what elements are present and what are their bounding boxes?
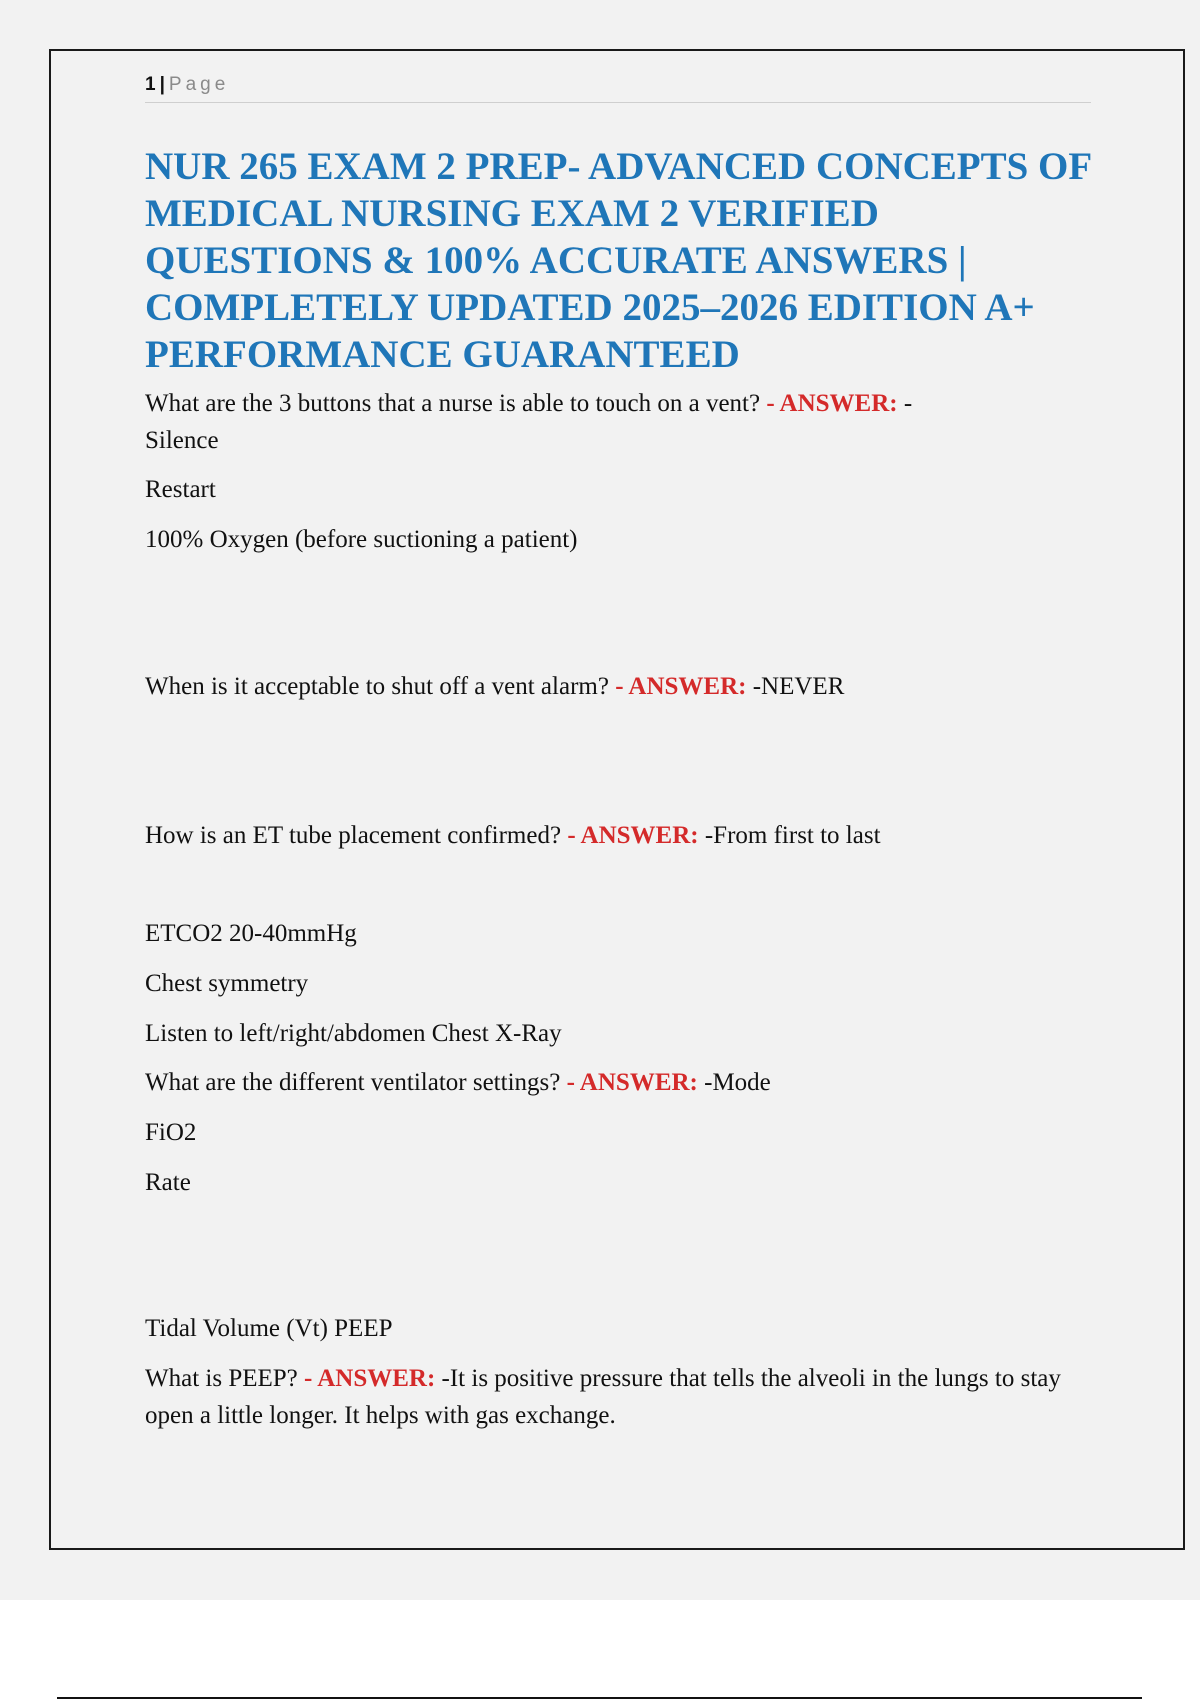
footer-divider [57, 1697, 1142, 1699]
question-text: How is an ET tube placement confirmed? [145, 822, 568, 849]
answer-text: Silence [145, 427, 219, 454]
answer-line: Restart [145, 476, 216, 503]
answer-marker: - ANSWER: [304, 1365, 436, 1392]
question-text: What are the 3 buttons that a nurse is able to touch on a vent? [145, 390, 767, 417]
answer-line: Listen to left/right/abdomen Chest X-Ray [145, 1020, 562, 1047]
document-title: NUR 265 EXAM 2 PREP- ADVANCED CONCEPTS OF MEDICAL NURSING EXAM 2 VERIFIED QUESTIONS & 100% ACCURATE ANSWERS | COMPLETELY UPDATED 2025–2026 EDITION A+ PERFORMANCE GUARANTEED [145, 145, 1091, 376]
answer-marker: - ANSWER: [766, 390, 898, 417]
answer-text: -NEVER [746, 673, 845, 700]
question-text: What are the different ventilator settings? [145, 1069, 567, 1096]
answer-line: Tidal Volume (Vt) PEEP [145, 1315, 393, 1342]
answer-marker: - ANSWER: [566, 1069, 698, 1096]
answer-line: ETCO2 20-40mmHg [145, 920, 357, 947]
page-label: Page [168, 74, 230, 95]
qa-question-3 [145, 817, 1075, 854]
answer-text: -It is positive pressure that tells the alveoli in the lungs to stay open a little longer. It helps with gas exchange. [145, 1365, 1061, 1429]
qa-question-5 [145, 1360, 1075, 1434]
answer-line: Chest symmetry [145, 970, 309, 997]
answer-line: FiO2 [145, 1119, 197, 1146]
page-header [145, 71, 1091, 103]
answer-text: -Mode [697, 1069, 771, 1096]
qa-question-2 [145, 668, 1075, 705]
answer-line: 100% Oxygen (before suctioning a patient) [145, 526, 578, 553]
page-separator: | [159, 74, 165, 95]
answer-text: - [897, 390, 913, 417]
qa-question-1 [145, 385, 1075, 459]
question-text: What is PEEP? [145, 1365, 305, 1392]
page-number: 1 [145, 74, 156, 95]
question-text: When is it acceptable to shut off a vent alarm? [145, 673, 616, 700]
answer-marker: - ANSWER: [567, 822, 699, 849]
qa-question-4 [145, 1064, 1075, 1101]
answer-text: -From first to last [698, 822, 881, 849]
answer-line: Rate [145, 1169, 191, 1196]
answer-marker: - ANSWER: [615, 673, 747, 700]
